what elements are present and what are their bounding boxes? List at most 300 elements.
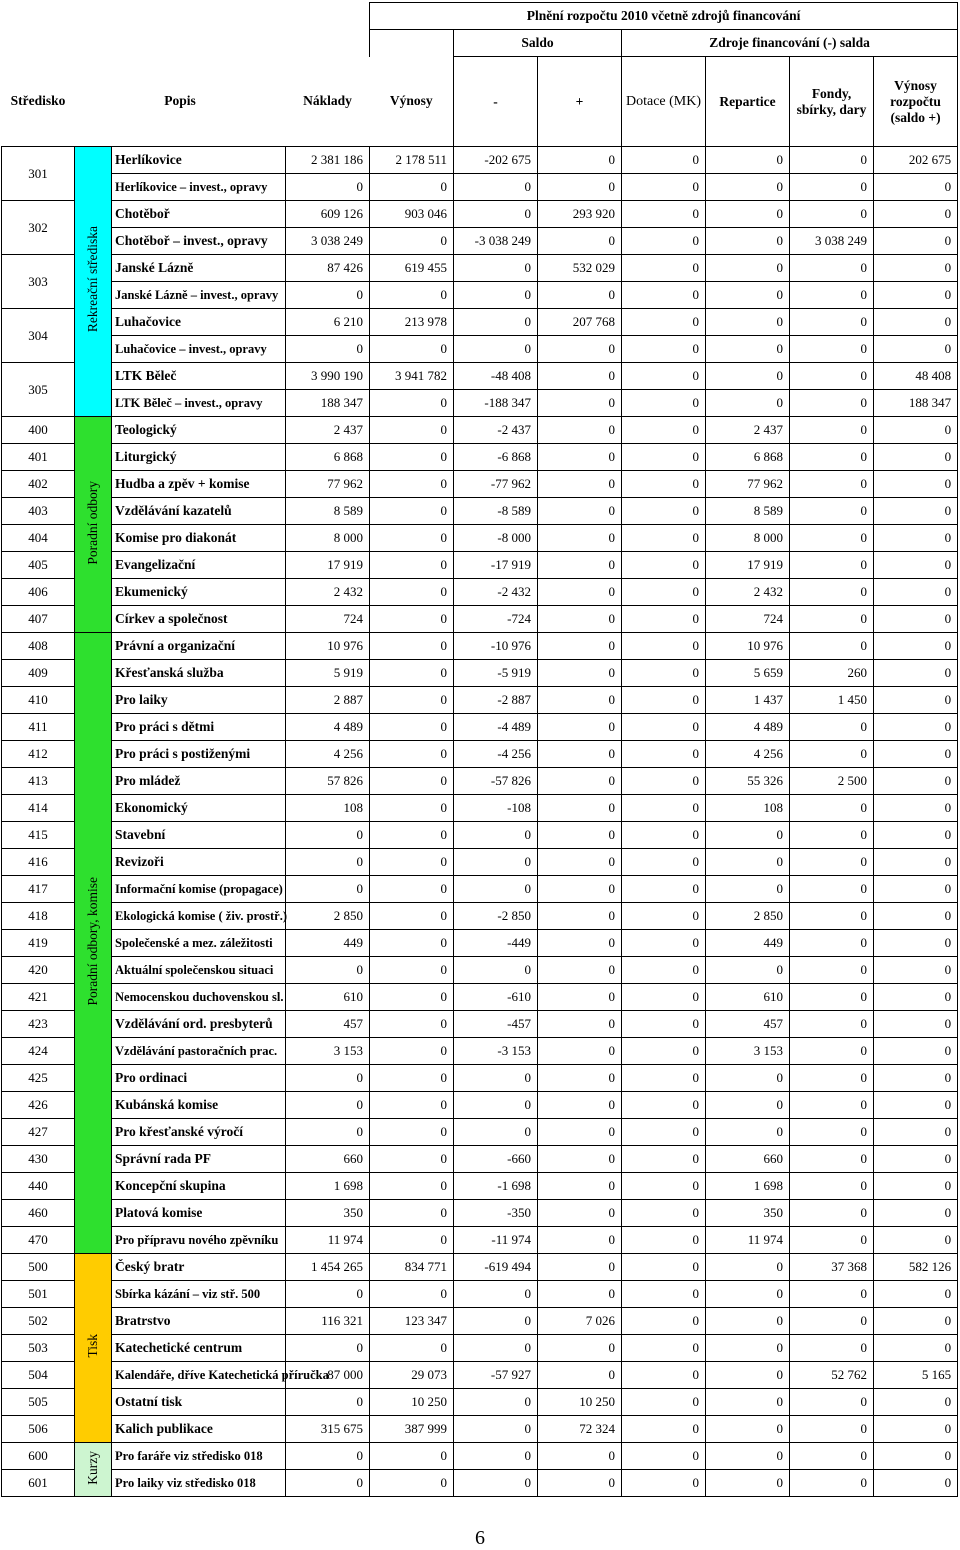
- value-cell: 0: [874, 1146, 958, 1173]
- value-cell: 10 976: [706, 633, 790, 660]
- value-cell: 29 073: [370, 1362, 454, 1389]
- value-cell: 449: [286, 930, 370, 957]
- table-row: [2, 660, 958, 687]
- value-cell: 0: [622, 1362, 706, 1389]
- value-cell: 0: [370, 579, 454, 606]
- value-cell: 532 029: [538, 255, 622, 282]
- header-plus: +: [538, 57, 622, 147]
- value-cell: 0: [370, 471, 454, 498]
- value-cell: 903 046: [370, 201, 454, 228]
- stredisko-code: 501: [2, 1281, 75, 1308]
- stredisko-code: 502: [2, 1308, 75, 1335]
- stredisko-code: 425: [2, 1065, 75, 1092]
- value-cell: 0: [370, 228, 454, 255]
- popis-cell: Pro faráře viz středisko 018: [112, 1443, 286, 1470]
- popis-cell: Pro přípravu nového zpěvníku: [112, 1227, 286, 1254]
- value-cell: 0: [286, 849, 370, 876]
- table-row: [2, 228, 958, 255]
- value-cell: 0: [622, 471, 706, 498]
- value-cell: 0: [874, 903, 958, 930]
- value-cell: 0: [622, 984, 706, 1011]
- value-cell: 0: [454, 1065, 538, 1092]
- value-cell: 0: [790, 1389, 874, 1416]
- table-row: [2, 498, 958, 525]
- value-cell: 0: [286, 822, 370, 849]
- value-cell: 0: [370, 903, 454, 930]
- header-stredisko: Středisko: [10, 93, 66, 109]
- group-label-text: Rekreační střediska: [85, 226, 100, 333]
- value-cell: 0: [874, 174, 958, 201]
- value-cell: 0: [538, 147, 622, 174]
- value-cell: 0: [538, 363, 622, 390]
- value-cell: 0: [874, 1227, 958, 1254]
- value-cell: 0: [706, 201, 790, 228]
- popis-cell: Sbírka kázání – viz stř. 500: [112, 1281, 286, 1308]
- value-cell: 0: [622, 822, 706, 849]
- value-cell: 0: [622, 1227, 706, 1254]
- value-cell: 0: [454, 1092, 538, 1119]
- value-cell: 0: [538, 1200, 622, 1227]
- value-cell: 0: [622, 579, 706, 606]
- stredisko-code: 302: [2, 201, 75, 255]
- value-cell: 123 347: [370, 1308, 454, 1335]
- value-cell: 0: [706, 1362, 790, 1389]
- value-cell: 87 426: [286, 255, 370, 282]
- value-cell: 0: [538, 1470, 622, 1497]
- popis-cell: Správní rada PF: [112, 1146, 286, 1173]
- stredisko-code: 424: [2, 1038, 75, 1065]
- value-cell: 0: [370, 849, 454, 876]
- table-row: [2, 1335, 958, 1362]
- stredisko-code: 600: [2, 1443, 75, 1470]
- value-cell: 0: [874, 1119, 958, 1146]
- value-cell: 0: [790, 876, 874, 903]
- value-cell: 0: [874, 282, 958, 309]
- value-cell: 0: [370, 525, 454, 552]
- value-cell: 0: [790, 1443, 874, 1470]
- value-cell: 457: [286, 1011, 370, 1038]
- value-cell: 2 432: [286, 579, 370, 606]
- table-row: [2, 1092, 958, 1119]
- value-cell: 4 489: [706, 714, 790, 741]
- value-cell: 0: [790, 309, 874, 336]
- popis-cell: Ekumenický: [112, 579, 286, 606]
- popis-cell: Nemocenskou duchovenskou sl.: [112, 984, 286, 1011]
- group-label: [75, 147, 112, 417]
- value-cell: 0: [790, 849, 874, 876]
- value-cell: 0: [538, 660, 622, 687]
- value-cell: 3 941 782: [370, 363, 454, 390]
- value-cell: 0: [622, 795, 706, 822]
- value-cell: 0: [790, 282, 874, 309]
- value-cell: 0: [874, 1308, 958, 1335]
- stredisko-code: 419: [2, 930, 75, 957]
- popis-cell: Aktuální společenskou situaci: [112, 957, 286, 984]
- value-cell: 0: [370, 417, 454, 444]
- value-cell: 0: [538, 417, 622, 444]
- popis-cell: Chotěboř – invest., opravy: [112, 228, 286, 255]
- value-cell: 207 768: [538, 309, 622, 336]
- value-cell: 610: [286, 984, 370, 1011]
- value-cell: 0: [790, 1092, 874, 1119]
- value-cell: 0: [874, 795, 958, 822]
- popis-cell: Platová komise: [112, 1200, 286, 1227]
- value-cell: 0: [622, 1470, 706, 1497]
- popis-cell: Kubánská komise: [112, 1092, 286, 1119]
- value-cell: 0: [622, 903, 706, 930]
- stredisko-code: 415: [2, 822, 75, 849]
- value-cell: 0: [874, 1200, 958, 1227]
- value-cell: 0: [874, 660, 958, 687]
- value-cell: 0: [790, 1146, 874, 1173]
- popis-cell: Ekologická komise ( živ. prostř.): [112, 903, 286, 930]
- value-cell: 0: [706, 228, 790, 255]
- header-title: Plnění rozpočtu 2010 včetně zdrojů financování: [370, 3, 958, 30]
- value-cell: 0: [790, 741, 874, 768]
- value-cell: -188 347: [454, 390, 538, 417]
- value-cell: -2 887: [454, 687, 538, 714]
- popis-cell: Bratrstvo: [112, 1308, 286, 1335]
- value-cell: 0: [622, 1254, 706, 1281]
- value-cell: 0: [622, 633, 706, 660]
- value-cell: -77 962: [454, 471, 538, 498]
- value-cell: 0: [286, 1065, 370, 1092]
- value-cell: 2 437: [706, 417, 790, 444]
- value-cell: 660: [706, 1146, 790, 1173]
- value-cell: 724: [706, 606, 790, 633]
- table-row: [2, 1443, 958, 1470]
- value-cell: 0: [370, 1200, 454, 1227]
- value-cell: 0: [790, 498, 874, 525]
- value-cell: 0: [790, 1119, 874, 1146]
- value-cell: 0: [622, 444, 706, 471]
- value-cell: 0: [874, 1335, 958, 1362]
- header-vynosy-rozpoctu: Výnosy rozpočtu (saldo +): [874, 57, 958, 147]
- stredisko-code: 401: [2, 444, 75, 471]
- value-cell: 0: [538, 228, 622, 255]
- stredisko-code: 400: [2, 417, 75, 444]
- value-cell: 0: [622, 390, 706, 417]
- value-cell: 0: [790, 1038, 874, 1065]
- value-cell: 0: [622, 741, 706, 768]
- value-cell: 0: [622, 147, 706, 174]
- popis-cell: Evangelizační: [112, 552, 286, 579]
- stredisko-code: 412: [2, 741, 75, 768]
- value-cell: 4 489: [286, 714, 370, 741]
- popis-cell: Vzdělávání pastoračních prac.: [112, 1038, 286, 1065]
- value-cell: 0: [370, 1281, 454, 1308]
- value-cell: 260: [790, 660, 874, 687]
- value-cell: 0: [790, 525, 874, 552]
- table-row: [2, 1416, 958, 1443]
- value-cell: 0: [874, 336, 958, 363]
- popis-cell: Pro ordinaci: [112, 1065, 286, 1092]
- value-cell: 0: [622, 201, 706, 228]
- value-cell: 0: [370, 1146, 454, 1173]
- value-cell: 108: [286, 795, 370, 822]
- value-cell: 0: [454, 1119, 538, 1146]
- value-cell: 0: [538, 1281, 622, 1308]
- value-cell: 0: [538, 876, 622, 903]
- table-row: [2, 849, 958, 876]
- table-row: [2, 174, 958, 201]
- table-row: [2, 633, 958, 660]
- value-cell: -4 256: [454, 741, 538, 768]
- value-cell: 0: [874, 822, 958, 849]
- stredisko-code: 430: [2, 1146, 75, 1173]
- value-cell: 0: [790, 471, 874, 498]
- stredisko-code: 407: [2, 606, 75, 633]
- stredisko-code: 418: [2, 903, 75, 930]
- table-row: [2, 795, 958, 822]
- header-naklady: Náklady: [303, 93, 352, 109]
- value-cell: 0: [538, 1119, 622, 1146]
- group-label-text: Kurzy: [85, 1450, 100, 1485]
- value-cell: 0: [538, 1227, 622, 1254]
- table-row: [2, 147, 958, 174]
- header-saldo: Saldo: [454, 30, 622, 57]
- value-cell: 0: [286, 174, 370, 201]
- value-cell: 0: [706, 147, 790, 174]
- popis-cell: Herlíkovice: [112, 147, 286, 174]
- popis-cell: Kalendáře, dříve Katechetická příručka: [112, 1362, 286, 1389]
- value-cell: 0: [538, 174, 622, 201]
- popis-cell: Revizoři: [112, 849, 286, 876]
- value-cell: 0: [622, 228, 706, 255]
- value-cell: 202 675: [874, 147, 958, 174]
- header-popis: Popis: [164, 93, 196, 109]
- table-row: [2, 525, 958, 552]
- value-cell: 0: [538, 822, 622, 849]
- value-cell: 0: [454, 1416, 538, 1443]
- value-cell: 0: [874, 606, 958, 633]
- value-cell: -1 698: [454, 1173, 538, 1200]
- header-zdroje: Zdroje financování (-) salda: [622, 30, 958, 57]
- value-cell: 0: [286, 957, 370, 984]
- value-cell: -724: [454, 606, 538, 633]
- value-cell: 0: [706, 1389, 790, 1416]
- value-cell: 0: [622, 930, 706, 957]
- value-cell: 0: [370, 1173, 454, 1200]
- popis-cell: Pro práci s dětmi: [112, 714, 286, 741]
- value-cell: 188 347: [286, 390, 370, 417]
- value-cell: -10 976: [454, 633, 538, 660]
- value-cell: -660: [454, 1146, 538, 1173]
- popis-cell: Luhačovice – invest., opravy: [112, 336, 286, 363]
- value-cell: 0: [622, 363, 706, 390]
- header-repartice: Repartice: [706, 57, 790, 147]
- value-cell: 0: [874, 1173, 958, 1200]
- stredisko-code: 403: [2, 498, 75, 525]
- value-cell: 0: [622, 768, 706, 795]
- value-cell: 8 000: [706, 525, 790, 552]
- value-cell: 3 990 190: [286, 363, 370, 390]
- value-cell: 0: [874, 471, 958, 498]
- value-cell: 449: [706, 930, 790, 957]
- popis-cell: Informační komise (propagace): [112, 876, 286, 903]
- stredisko-code: 417: [2, 876, 75, 903]
- stredisko-code: 421: [2, 984, 75, 1011]
- value-cell: 188 347: [874, 390, 958, 417]
- table-header: [2, 3, 958, 147]
- popis-cell: Ostatní tisk: [112, 1389, 286, 1416]
- stredisko-code: 601: [2, 1470, 75, 1497]
- value-cell: 0: [286, 876, 370, 903]
- table-row: [2, 1254, 958, 1281]
- stredisko-code: 503: [2, 1335, 75, 1362]
- value-cell: -3 153: [454, 1038, 538, 1065]
- header-minus: -: [454, 57, 538, 147]
- popis-cell: Vzdělávání ord. presbyterů: [112, 1011, 286, 1038]
- value-cell: 0: [874, 417, 958, 444]
- value-cell: 48 408: [874, 363, 958, 390]
- value-cell: 0: [454, 1470, 538, 1497]
- value-cell: 0: [538, 687, 622, 714]
- value-cell: 0: [874, 525, 958, 552]
- table-row: [2, 552, 958, 579]
- value-cell: 582 126: [874, 1254, 958, 1281]
- value-cell: -2 437: [454, 417, 538, 444]
- value-cell: 0: [454, 1281, 538, 1308]
- popis-cell: Křesťanská služba: [112, 660, 286, 687]
- value-cell: 0: [538, 1173, 622, 1200]
- value-cell: 0: [538, 795, 622, 822]
- value-cell: 0: [370, 1227, 454, 1254]
- value-cell: 2 178 511: [370, 147, 454, 174]
- value-cell: 0: [370, 1011, 454, 1038]
- value-cell: 0: [706, 1416, 790, 1443]
- value-cell: 0: [706, 957, 790, 984]
- value-cell: 0: [874, 552, 958, 579]
- value-cell: 0: [622, 606, 706, 633]
- value-cell: 0: [706, 1254, 790, 1281]
- value-cell: 0: [790, 1281, 874, 1308]
- value-cell: 0: [370, 390, 454, 417]
- value-cell: 0: [370, 444, 454, 471]
- value-cell: 0: [370, 1065, 454, 1092]
- value-cell: 0: [790, 606, 874, 633]
- value-cell: 0: [538, 1146, 622, 1173]
- value-cell: 387 999: [370, 1416, 454, 1443]
- value-cell: 0: [790, 174, 874, 201]
- value-cell: 0: [790, 795, 874, 822]
- value-cell: 0: [622, 1416, 706, 1443]
- value-cell: 0: [370, 714, 454, 741]
- table-row: [2, 984, 958, 1011]
- value-cell: 0: [622, 1281, 706, 1308]
- value-cell: 5 165: [874, 1362, 958, 1389]
- value-cell: 0: [874, 1065, 958, 1092]
- value-cell: 1 450: [790, 687, 874, 714]
- stredisko-code: 426: [2, 1092, 75, 1119]
- group-label: [75, 1443, 112, 1497]
- value-cell: 0: [706, 1065, 790, 1092]
- value-cell: 0: [706, 363, 790, 390]
- value-cell: 0: [454, 1335, 538, 1362]
- value-cell: 0: [622, 1038, 706, 1065]
- popis-cell: Pro práci s postiženými: [112, 741, 286, 768]
- value-cell: 0: [538, 282, 622, 309]
- value-cell: 77 962: [706, 471, 790, 498]
- popis-cell: Katechetické centrum: [112, 1335, 286, 1362]
- table-row: [2, 363, 958, 390]
- table-row: [2, 903, 958, 930]
- value-cell: 0: [706, 309, 790, 336]
- value-cell: 0: [538, 741, 622, 768]
- table-row: [2, 1308, 958, 1335]
- value-cell: -610: [454, 984, 538, 1011]
- value-cell: -8 000: [454, 525, 538, 552]
- value-cell: 0: [370, 957, 454, 984]
- value-cell: 0: [538, 633, 622, 660]
- value-cell: 0: [874, 714, 958, 741]
- value-cell: 0: [706, 1092, 790, 1119]
- value-cell: 0: [706, 876, 790, 903]
- value-cell: 8 000: [286, 525, 370, 552]
- value-cell: 0: [622, 1119, 706, 1146]
- value-cell: 0: [454, 876, 538, 903]
- value-cell: 0: [370, 930, 454, 957]
- value-cell: -2 432: [454, 579, 538, 606]
- stredisko-code: 409: [2, 660, 75, 687]
- value-cell: -6 868: [454, 444, 538, 471]
- value-cell: 0: [790, 984, 874, 1011]
- value-cell: 108: [706, 795, 790, 822]
- stredisko-code: 423: [2, 1011, 75, 1038]
- value-cell: 17 919: [286, 552, 370, 579]
- table-row: [2, 1011, 958, 1038]
- table-body: [2, 147, 958, 1497]
- value-cell: -5 919: [454, 660, 538, 687]
- value-cell: 2 432: [706, 579, 790, 606]
- value-cell: 2 850: [706, 903, 790, 930]
- group-label-text: Tisk: [85, 1334, 100, 1358]
- value-cell: 0: [790, 1227, 874, 1254]
- value-cell: 0: [370, 660, 454, 687]
- value-cell: 0: [370, 1443, 454, 1470]
- value-cell: 87 000: [286, 1362, 370, 1389]
- value-cell: 0: [370, 1335, 454, 1362]
- popis-cell: Český bratr: [112, 1254, 286, 1281]
- popis-cell: Kalich publikace: [112, 1416, 286, 1443]
- value-cell: 0: [538, 957, 622, 984]
- value-cell: 0: [538, 1362, 622, 1389]
- popis-cell: Koncepční skupina: [112, 1173, 286, 1200]
- value-cell: 0: [538, 1254, 622, 1281]
- value-cell: 0: [370, 984, 454, 1011]
- value-cell: -11 974: [454, 1227, 538, 1254]
- table-row: [2, 255, 958, 282]
- popis-cell: Janské Lázně: [112, 255, 286, 282]
- value-cell: 724: [286, 606, 370, 633]
- value-cell: 0: [538, 444, 622, 471]
- stredisko-code: 414: [2, 795, 75, 822]
- value-cell: -3 038 249: [454, 228, 538, 255]
- popis-cell: Komise pro diakonát: [112, 525, 286, 552]
- value-cell: 11 974: [706, 1227, 790, 1254]
- value-cell: 5 659: [706, 660, 790, 687]
- value-cell: 0: [454, 1389, 538, 1416]
- value-cell: 0: [790, 633, 874, 660]
- value-cell: -48 408: [454, 363, 538, 390]
- value-cell: 0: [622, 1146, 706, 1173]
- table-row: [2, 444, 958, 471]
- value-cell: 1 698: [286, 1173, 370, 1200]
- value-cell: 6 868: [706, 444, 790, 471]
- value-cell: 1 454 265: [286, 1254, 370, 1281]
- table-row: [2, 1119, 958, 1146]
- table-row: [2, 822, 958, 849]
